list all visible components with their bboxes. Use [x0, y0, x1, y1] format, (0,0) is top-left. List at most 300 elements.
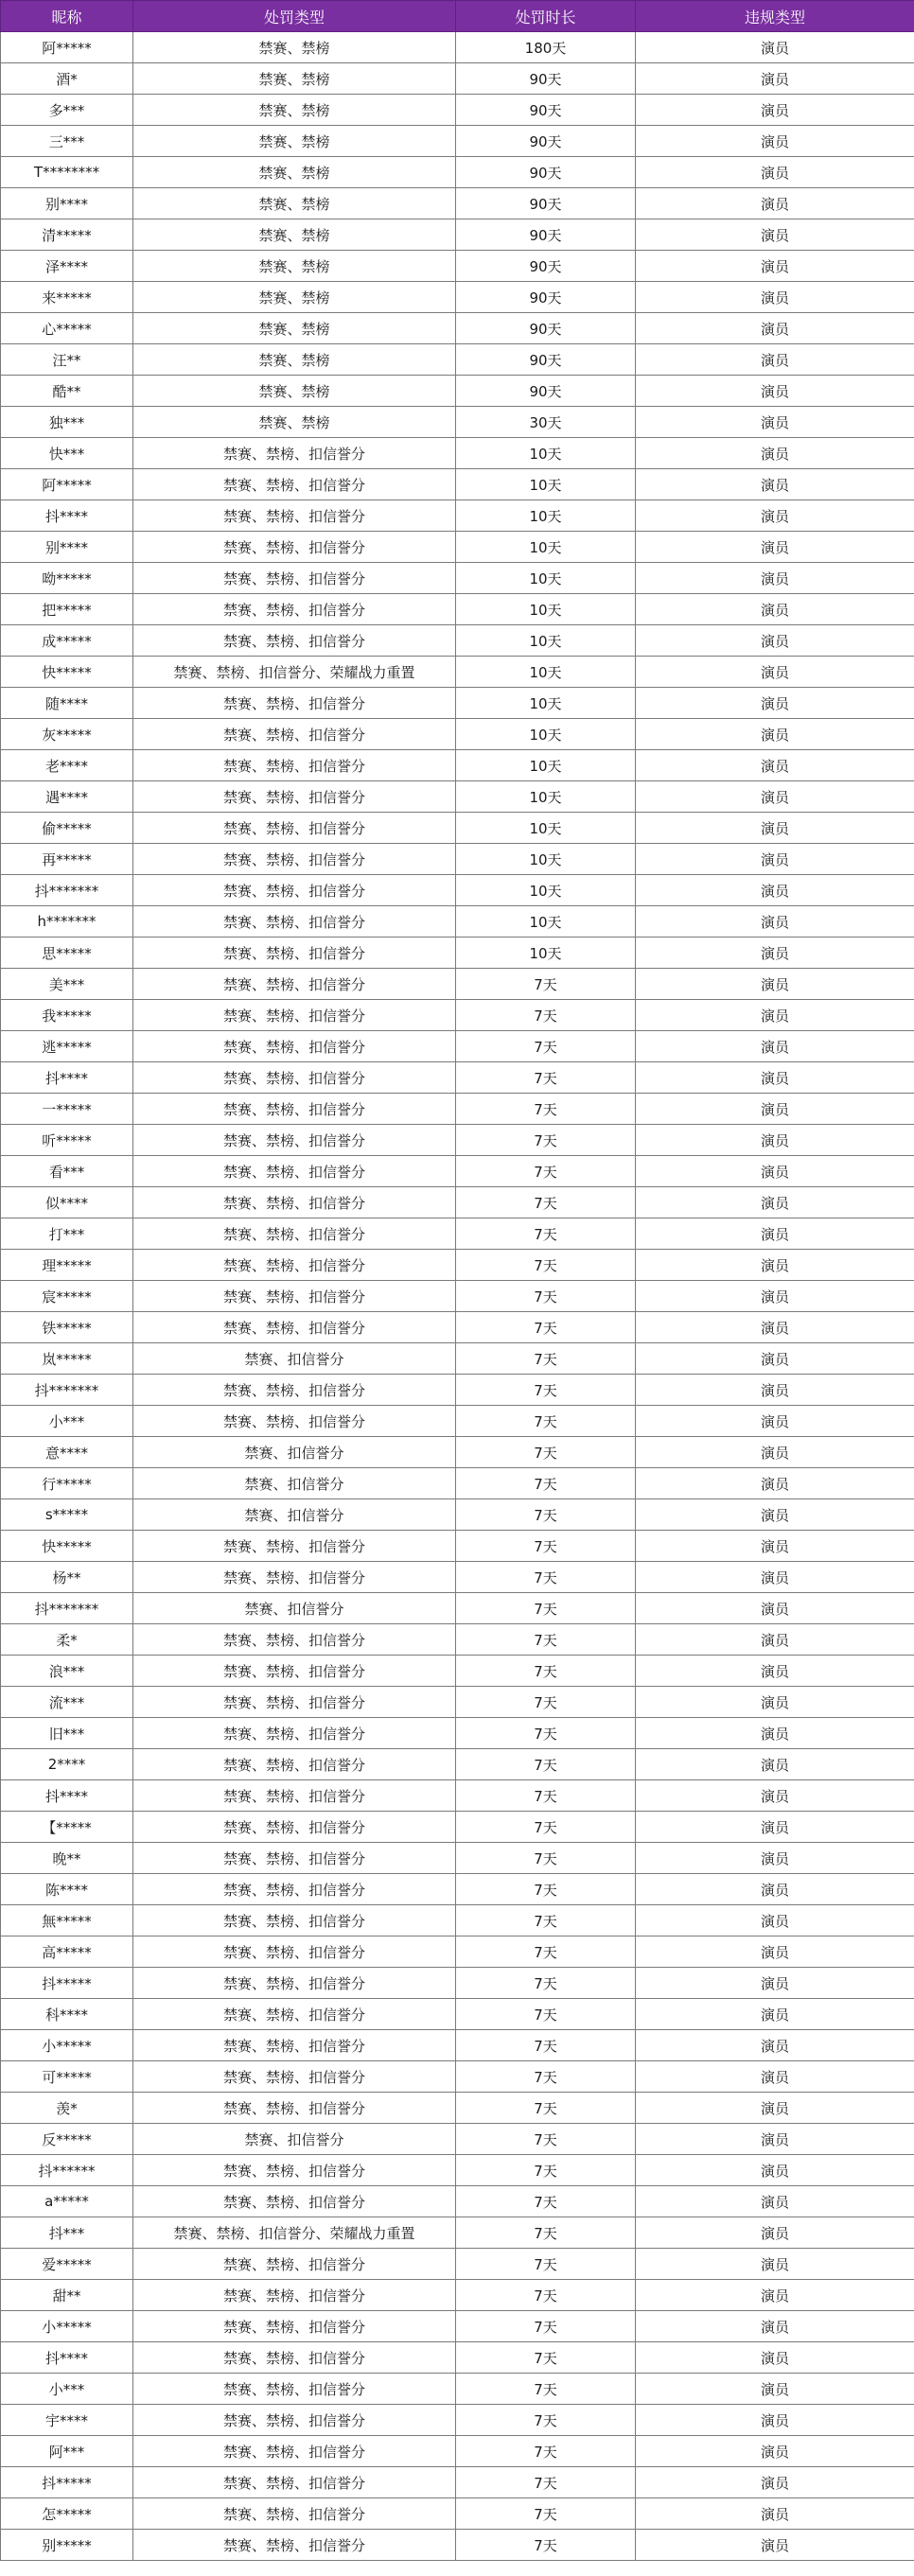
penalty-type-cell: 禁赛、禁榜、扣信誉分: [133, 938, 456, 969]
table-row: [1, 906, 914, 938]
nickname-cell: 别****: [1, 532, 133, 563]
table-row: [1, 1874, 914, 1905]
duration-cell: 7天: [456, 1312, 636, 1343]
nickname-cell: 呦*****: [1, 563, 133, 594]
nickname-cell: 抖****: [1, 1780, 133, 1812]
table-row: [1, 95, 914, 126]
violation-type-cell: 演员: [636, 1812, 914, 1843]
violation-type-cell: 演员: [636, 1187, 914, 1218]
nickname-cell: 随****: [1, 688, 133, 719]
table-row: [1, 219, 914, 251]
penalty-type-cell: 禁赛、禁榜、扣信誉分: [133, 438, 456, 469]
nickname-cell: 甜**: [1, 2280, 133, 2311]
violation-type-cell: 演员: [636, 1000, 914, 1031]
violation-type-cell: 演员: [636, 1968, 914, 1999]
duration-cell: 7天: [456, 1874, 636, 1905]
duration-cell: 7天: [456, 2124, 636, 2155]
table-row: [1, 407, 914, 438]
table-row: [1, 1780, 914, 1812]
nickname-cell: 抖*******: [1, 1593, 133, 1624]
penalty-type-cell: 禁赛、禁榜、扣信誉分: [133, 1843, 456, 1874]
violation-type-cell: 演员: [636, 1312, 914, 1343]
nickname-cell: 清*****: [1, 219, 133, 251]
violation-type-cell: 演员: [636, 875, 914, 906]
penalty-type-cell: 禁赛、禁榜、扣信誉分: [133, 532, 456, 563]
table-row: [1, 1218, 914, 1250]
duration-cell: 10天: [456, 500, 636, 532]
table-row: [1, 2530, 914, 2561]
penalty-type-cell: 禁赛、禁榜: [133, 219, 456, 251]
nickname-cell: 快*****: [1, 657, 133, 688]
violation-type-cell: 演员: [636, 1437, 914, 1468]
duration-cell: 7天: [456, 2405, 636, 2436]
nickname-cell: 遇****: [1, 781, 133, 813]
table-row: [1, 1968, 914, 1999]
violation-type-cell: 演员: [636, 657, 914, 688]
table-row: [1, 2093, 914, 2124]
duration-cell: 7天: [456, 2030, 636, 2061]
duration-cell: 90天: [456, 157, 636, 188]
duration-cell: 7天: [456, 2436, 636, 2467]
violation-type-cell: 演员: [636, 1999, 914, 2030]
table-row: [1, 750, 914, 781]
duration-cell: 7天: [456, 1437, 636, 1468]
penalty-type-cell: 禁赛、禁榜、扣信誉分: [133, 1874, 456, 1905]
violation-type-cell: 演员: [636, 1874, 914, 1905]
duration-cell: 7天: [456, 1531, 636, 1562]
table-row: [1, 2342, 914, 2374]
duration-cell: 7天: [456, 1125, 636, 1156]
duration-cell: 7天: [456, 2342, 636, 2374]
nickname-cell: 来*****: [1, 282, 133, 313]
violation-type-cell: 演员: [636, 1499, 914, 1531]
duration-cell: 90天: [456, 251, 636, 282]
violation-type-cell: 演员: [636, 32, 914, 63]
penalty-type-cell: 禁赛、禁榜、扣信誉分: [133, 1062, 456, 1094]
violation-type-cell: 演员: [636, 407, 914, 438]
table-row: [1, 2311, 914, 2342]
duration-cell: 90天: [456, 344, 636, 376]
duration-cell: 7天: [456, 1843, 636, 1874]
violation-type-cell: 演员: [636, 1687, 914, 1718]
duration-cell: 7天: [456, 1468, 636, 1499]
duration-cell: 7天: [456, 1187, 636, 1218]
duration-cell: 7天: [456, 1499, 636, 1531]
nickname-cell: 别****: [1, 188, 133, 219]
table-row: [1, 2405, 914, 2436]
violation-type-cell: 演员: [636, 2374, 914, 2405]
table-row: [1, 813, 914, 844]
penalty-type-cell: 禁赛、禁榜、扣信誉分: [133, 781, 456, 813]
violation-type-cell: 演员: [636, 126, 914, 157]
duration-cell: 7天: [456, 1343, 636, 1375]
violation-type-cell: 演员: [636, 1936, 914, 1968]
duration-cell: 10天: [456, 469, 636, 500]
penalty-type-cell: 禁赛、禁榜、扣信誉分: [133, 1905, 456, 1936]
penalty-type-cell: 禁赛、禁榜、扣信誉分: [133, 2342, 456, 2374]
penalty-type-cell: 禁赛、禁榜、扣信誉分: [133, 2249, 456, 2280]
nickname-cell: 打***: [1, 1218, 133, 1250]
nickname-cell: 灰*****: [1, 719, 133, 750]
nickname-cell: 理*****: [1, 1250, 133, 1281]
duration-cell: 7天: [456, 2249, 636, 2280]
table-row: [1, 2186, 914, 2217]
penalty-type-cell: 禁赛、禁榜、扣信誉分: [133, 2280, 456, 2311]
nickname-cell: 阿*****: [1, 32, 133, 63]
violation-type-cell: 演员: [636, 1125, 914, 1156]
duration-cell: 7天: [456, 1156, 636, 1187]
violation-type-cell: 演员: [636, 2405, 914, 2436]
penalty-type-cell: 禁赛、禁榜: [133, 188, 456, 219]
violation-type-cell: 演员: [636, 2155, 914, 2186]
nickname-cell: 老****: [1, 750, 133, 781]
violation-type-cell: 演员: [636, 2030, 914, 2061]
penalty-type-cell: 禁赛、禁榜、扣信誉分: [133, 500, 456, 532]
nickname-cell: 抖****: [1, 2342, 133, 2374]
duration-cell: 7天: [456, 1375, 636, 1406]
penalty-type-cell: 禁赛、禁榜: [133, 344, 456, 376]
table-row: [1, 1437, 914, 1468]
table-row: [1, 1187, 914, 1218]
nickname-cell: 抖***: [1, 2217, 133, 2249]
nickname-cell: 小***: [1, 2374, 133, 2405]
duration-cell: 7天: [456, 2061, 636, 2093]
penalty-type-cell: 禁赛、禁榜、扣信誉分: [133, 2030, 456, 2061]
penalty-type-cell: 禁赛、禁榜、扣信誉分: [133, 2311, 456, 2342]
violation-type-cell: 演员: [636, 1156, 914, 1187]
duration-cell: 10天: [456, 532, 636, 563]
penalty-type-cell: 禁赛、禁榜: [133, 313, 456, 344]
nickname-cell: 快*****: [1, 1531, 133, 1562]
table-row: [1, 2374, 914, 2405]
violation-type-cell: 演员: [636, 1749, 914, 1780]
table-row: [1, 2217, 914, 2249]
penalty-type-cell: 禁赛、禁榜、扣信誉分: [133, 2093, 456, 2124]
duration-cell: 7天: [456, 1905, 636, 1936]
table-row: [1, 2030, 914, 2061]
violation-type-cell: 演员: [636, 438, 914, 469]
duration-cell: 7天: [456, 1999, 636, 2030]
table-row: [1, 1843, 914, 1874]
nickname-cell: 晚**: [1, 1843, 133, 1874]
duration-cell: 7天: [456, 2280, 636, 2311]
table-row: [1, 969, 914, 1000]
duration-cell: 7天: [456, 2374, 636, 2405]
penalty-type-cell: 禁赛、禁榜、扣信誉分: [133, 844, 456, 875]
nickname-cell: 美***: [1, 969, 133, 1000]
nickname-cell: 酷**: [1, 376, 133, 407]
penalty-type-cell: 禁赛、禁榜、扣信誉分: [133, 563, 456, 594]
nickname-cell: 科****: [1, 1999, 133, 2030]
table-row: [1, 2436, 914, 2467]
table-row: [1, 781, 914, 813]
nickname-cell: 無*****: [1, 1905, 133, 1936]
violation-type-cell: 演员: [636, 1780, 914, 1812]
violation-type-cell: 演员: [636, 2498, 914, 2530]
duration-cell: 10天: [456, 875, 636, 906]
nickname-cell: 逃*****: [1, 1031, 133, 1062]
nickname-cell: 杨**: [1, 1562, 133, 1593]
penalty-type-cell: 禁赛、扣信誉分: [133, 1499, 456, 1531]
penalty-type-cell: 禁赛、禁榜: [133, 282, 456, 313]
nickname-cell: 抖*******: [1, 1375, 133, 1406]
violation-type-cell: 演员: [636, 750, 914, 781]
duration-cell: 7天: [456, 1062, 636, 1094]
duration-cell: 10天: [456, 844, 636, 875]
duration-cell: 30天: [456, 407, 636, 438]
penalty-type-cell: 禁赛、禁榜、扣信誉分: [133, 2061, 456, 2093]
table-row: [1, 32, 914, 63]
table-row: [1, 63, 914, 95]
penalty-type-cell: 禁赛、禁榜、扣信誉分: [133, 906, 456, 938]
violation-type-cell: 演员: [636, 1062, 914, 1094]
nickname-cell: 宇****: [1, 2405, 133, 2436]
violation-type-cell: 演员: [636, 2186, 914, 2217]
violation-type-cell: 演员: [636, 157, 914, 188]
violation-type-cell: 演员: [636, 1343, 914, 1375]
table-row: [1, 2124, 914, 2155]
nickname-cell: 小*****: [1, 2030, 133, 2061]
duration-cell: 7天: [456, 2093, 636, 2124]
violation-type-cell: 演员: [636, 1375, 914, 1406]
table-row: [1, 1375, 914, 1406]
table-row: [1, 563, 914, 594]
violation-type-cell: 演员: [636, 1281, 914, 1312]
penalty-type-cell: 禁赛、扣信誉分: [133, 1593, 456, 1624]
nickname-cell: 铁*****: [1, 1312, 133, 1343]
nickname-cell: h*******: [1, 906, 133, 938]
penalty-type-cell: 禁赛、禁榜、扣信誉分: [133, 1281, 456, 1312]
nickname-cell: 成*****: [1, 625, 133, 657]
penalty-type-cell: 禁赛、禁榜: [133, 251, 456, 282]
duration-cell: 10天: [456, 750, 636, 781]
duration-cell: 10天: [456, 719, 636, 750]
column-header-nickname: 昵称: [1, 1, 133, 32]
violation-type-cell: 演员: [636, 469, 914, 500]
nickname-cell: 抖****: [1, 500, 133, 532]
duration-cell: 90天: [456, 282, 636, 313]
nickname-cell: 高*****: [1, 1936, 133, 1968]
nickname-cell: 抖******: [1, 2155, 133, 2186]
table-row: [1, 344, 914, 376]
violation-type-cell: 演员: [636, 188, 914, 219]
duration-cell: 7天: [456, 2186, 636, 2217]
duration-cell: 90天: [456, 376, 636, 407]
duration-cell: 7天: [456, 2530, 636, 2561]
nickname-cell: 阿***: [1, 2436, 133, 2467]
violation-type-cell: 演员: [636, 2311, 914, 2342]
penalty-type-cell: 禁赛、禁榜、扣信誉分: [133, 2467, 456, 2498]
duration-cell: 7天: [456, 969, 636, 1000]
duration-cell: 90天: [456, 313, 636, 344]
penalty-type-cell: 禁赛、禁榜、扣信誉分: [133, 1094, 456, 1125]
penalty-type-cell: 禁赛、禁榜: [133, 63, 456, 95]
nickname-cell: 可*****: [1, 2061, 133, 2093]
nickname-cell: 小*****: [1, 2311, 133, 2342]
violation-type-cell: 演员: [636, 376, 914, 407]
table-row: [1, 188, 914, 219]
duration-cell: 90天: [456, 126, 636, 157]
nickname-cell: 酒*: [1, 63, 133, 95]
violation-type-cell: 演员: [636, 1531, 914, 1562]
violation-type-cell: 演员: [636, 563, 914, 594]
nickname-cell: 爱*****: [1, 2249, 133, 2280]
penalty-type-cell: 禁赛、禁榜、扣信誉分: [133, 1749, 456, 1780]
nickname-cell: T********: [1, 157, 133, 188]
table-row: [1, 625, 914, 657]
violation-type-cell: 演员: [636, 219, 914, 251]
nickname-cell: 多***: [1, 95, 133, 126]
table-row: [1, 1499, 914, 1531]
penalty-type-cell: 禁赛、禁榜、扣信誉分: [133, 2530, 456, 2561]
penalty-type-cell: 禁赛、禁榜、扣信誉分: [133, 1031, 456, 1062]
violation-type-cell: 演员: [636, 2530, 914, 2561]
violation-type-cell: 演员: [636, 1218, 914, 1250]
violation-type-cell: 演员: [636, 1656, 914, 1687]
nickname-cell: 似****: [1, 1187, 133, 1218]
nickname-cell: 【*****: [1, 1812, 133, 1843]
duration-cell: 10天: [456, 563, 636, 594]
penalty-type-cell: 禁赛、禁榜: [133, 407, 456, 438]
table-row: [1, 1999, 914, 2030]
table-row: [1, 2280, 914, 2311]
table-row: [1, 875, 914, 906]
table-row: [1, 1250, 914, 1281]
violation-type-cell: 演员: [636, 1031, 914, 1062]
duration-cell: 7天: [456, 2467, 636, 2498]
nickname-cell: 阿*****: [1, 469, 133, 500]
table-row: [1, 469, 914, 500]
duration-cell: 7天: [456, 2155, 636, 2186]
penalty-type-cell: 禁赛、禁榜、扣信誉分、荣耀战力重置: [133, 657, 456, 688]
table-row: [1, 1624, 914, 1656]
penalty-type-cell: 禁赛、禁榜、扣信誉分: [133, 875, 456, 906]
table-row: [1, 126, 914, 157]
table-row: [1, 376, 914, 407]
violation-type-cell: 演员: [636, 313, 914, 344]
penalty-type-cell: 禁赛、禁榜、扣信誉分: [133, 1531, 456, 1562]
duration-cell: 7天: [456, 1749, 636, 1780]
violation-type-cell: 演员: [636, 2093, 914, 2124]
penalty-type-cell: 禁赛、禁榜、扣信誉分: [133, 1375, 456, 1406]
penalty-type-cell: 禁赛、禁榜、扣信誉分: [133, 688, 456, 719]
duration-cell: 7天: [456, 2311, 636, 2342]
duration-cell: 10天: [456, 594, 636, 625]
violation-type-cell: 演员: [636, 906, 914, 938]
nickname-cell: 看***: [1, 1156, 133, 1187]
table-row: [1, 251, 914, 282]
nickname-cell: 独***: [1, 407, 133, 438]
duration-cell: 7天: [456, 1406, 636, 1437]
table-row: [1, 719, 914, 750]
column-header-duration: 处罚时长: [456, 1, 636, 32]
violation-type-cell: 演员: [636, 344, 914, 376]
penalty-type-cell: 禁赛、扣信誉分: [133, 1343, 456, 1375]
penalty-type-cell: 禁赛、禁榜、扣信誉分: [133, 1187, 456, 1218]
table-row: [1, 1281, 914, 1312]
nickname-cell: 反*****: [1, 2124, 133, 2155]
nickname-cell: 流***: [1, 1687, 133, 1718]
nickname-cell: 别*****: [1, 2530, 133, 2561]
penalty-type-cell: 禁赛、禁榜、扣信誉分: [133, 2436, 456, 2467]
penalty-type-cell: 禁赛、禁榜、扣信誉分: [133, 750, 456, 781]
nickname-cell: 抖****: [1, 1062, 133, 1094]
violation-type-cell: 演员: [636, 844, 914, 875]
table-row: [1, 313, 914, 344]
table-row: [1, 1718, 914, 1749]
table-row: [1, 2498, 914, 2530]
duration-cell: 10天: [456, 938, 636, 969]
violation-type-cell: 演员: [636, 2217, 914, 2249]
penalty-type-cell: 禁赛、禁榜、扣信誉分: [133, 1656, 456, 1687]
violation-type-cell: 演员: [636, 2467, 914, 2498]
violation-type-cell: 演员: [636, 1406, 914, 1437]
violation-type-cell: 演员: [636, 1468, 914, 1499]
penalty-type-cell: 禁赛、禁榜、扣信誉分: [133, 813, 456, 844]
penalty-type-cell: 禁赛、扣信誉分: [133, 2124, 456, 2155]
violation-type-cell: 演员: [636, 2124, 914, 2155]
duration-cell: 7天: [456, 1281, 636, 1312]
penalty-type-cell: 禁赛、禁榜、扣信誉分: [133, 1687, 456, 1718]
violation-type-cell: 演员: [636, 594, 914, 625]
table-row: [1, 1000, 914, 1031]
table-row: [1, 532, 914, 563]
violation-type-cell: 演员: [636, 1094, 914, 1125]
duration-cell: 90天: [456, 219, 636, 251]
column-header-violation-type: 违规类型: [636, 1, 914, 32]
violation-type-cell: 演员: [636, 2249, 914, 2280]
nickname-cell: 浪***: [1, 1656, 133, 1687]
table-row: [1, 1156, 914, 1187]
violation-type-cell: 演员: [636, 813, 914, 844]
violation-type-cell: 演员: [636, 2436, 914, 2467]
violation-type-cell: 演员: [636, 2061, 914, 2093]
table-row: [1, 688, 914, 719]
table-row: [1, 1031, 914, 1062]
penalty-type-cell: 禁赛、禁榜、扣信誉分: [133, 1780, 456, 1812]
table-row: [1, 438, 914, 469]
violation-type-cell: 演员: [636, 1250, 914, 1281]
table-row: [1, 1468, 914, 1499]
table-row: [1, 1062, 914, 1094]
violation-type-cell: 演员: [636, 500, 914, 532]
table-row: [1, 1812, 914, 1843]
penalty-type-cell: 禁赛、禁榜、扣信誉分: [133, 1936, 456, 1968]
nickname-cell: 心*****: [1, 313, 133, 344]
violation-type-cell: 演员: [636, 688, 914, 719]
violation-type-cell: 演员: [636, 625, 914, 657]
nickname-cell: 思*****: [1, 938, 133, 969]
violation-type-cell: 演员: [636, 2342, 914, 2374]
penalty-type-cell: 禁赛、禁榜、扣信誉分: [133, 1624, 456, 1656]
violation-type-cell: 演员: [636, 1905, 914, 1936]
nickname-cell: 意****: [1, 1437, 133, 1468]
nickname-cell: s*****: [1, 1499, 133, 1531]
duration-cell: 7天: [456, 1250, 636, 1281]
table-row: [1, 1749, 914, 1780]
duration-cell: 10天: [456, 438, 636, 469]
duration-cell: 7天: [456, 1031, 636, 1062]
penalty-type-cell: 禁赛、扣信誉分: [133, 1468, 456, 1499]
table-row: [1, 1936, 914, 1968]
nickname-cell: 一*****: [1, 1094, 133, 1125]
duration-cell: 10天: [456, 688, 636, 719]
table-row: [1, 2061, 914, 2093]
table-row: [1, 1687, 914, 1718]
violation-type-cell: 演员: [636, 95, 914, 126]
duration-cell: 7天: [456, 1094, 636, 1125]
nickname-cell: 岚*****: [1, 1343, 133, 1375]
